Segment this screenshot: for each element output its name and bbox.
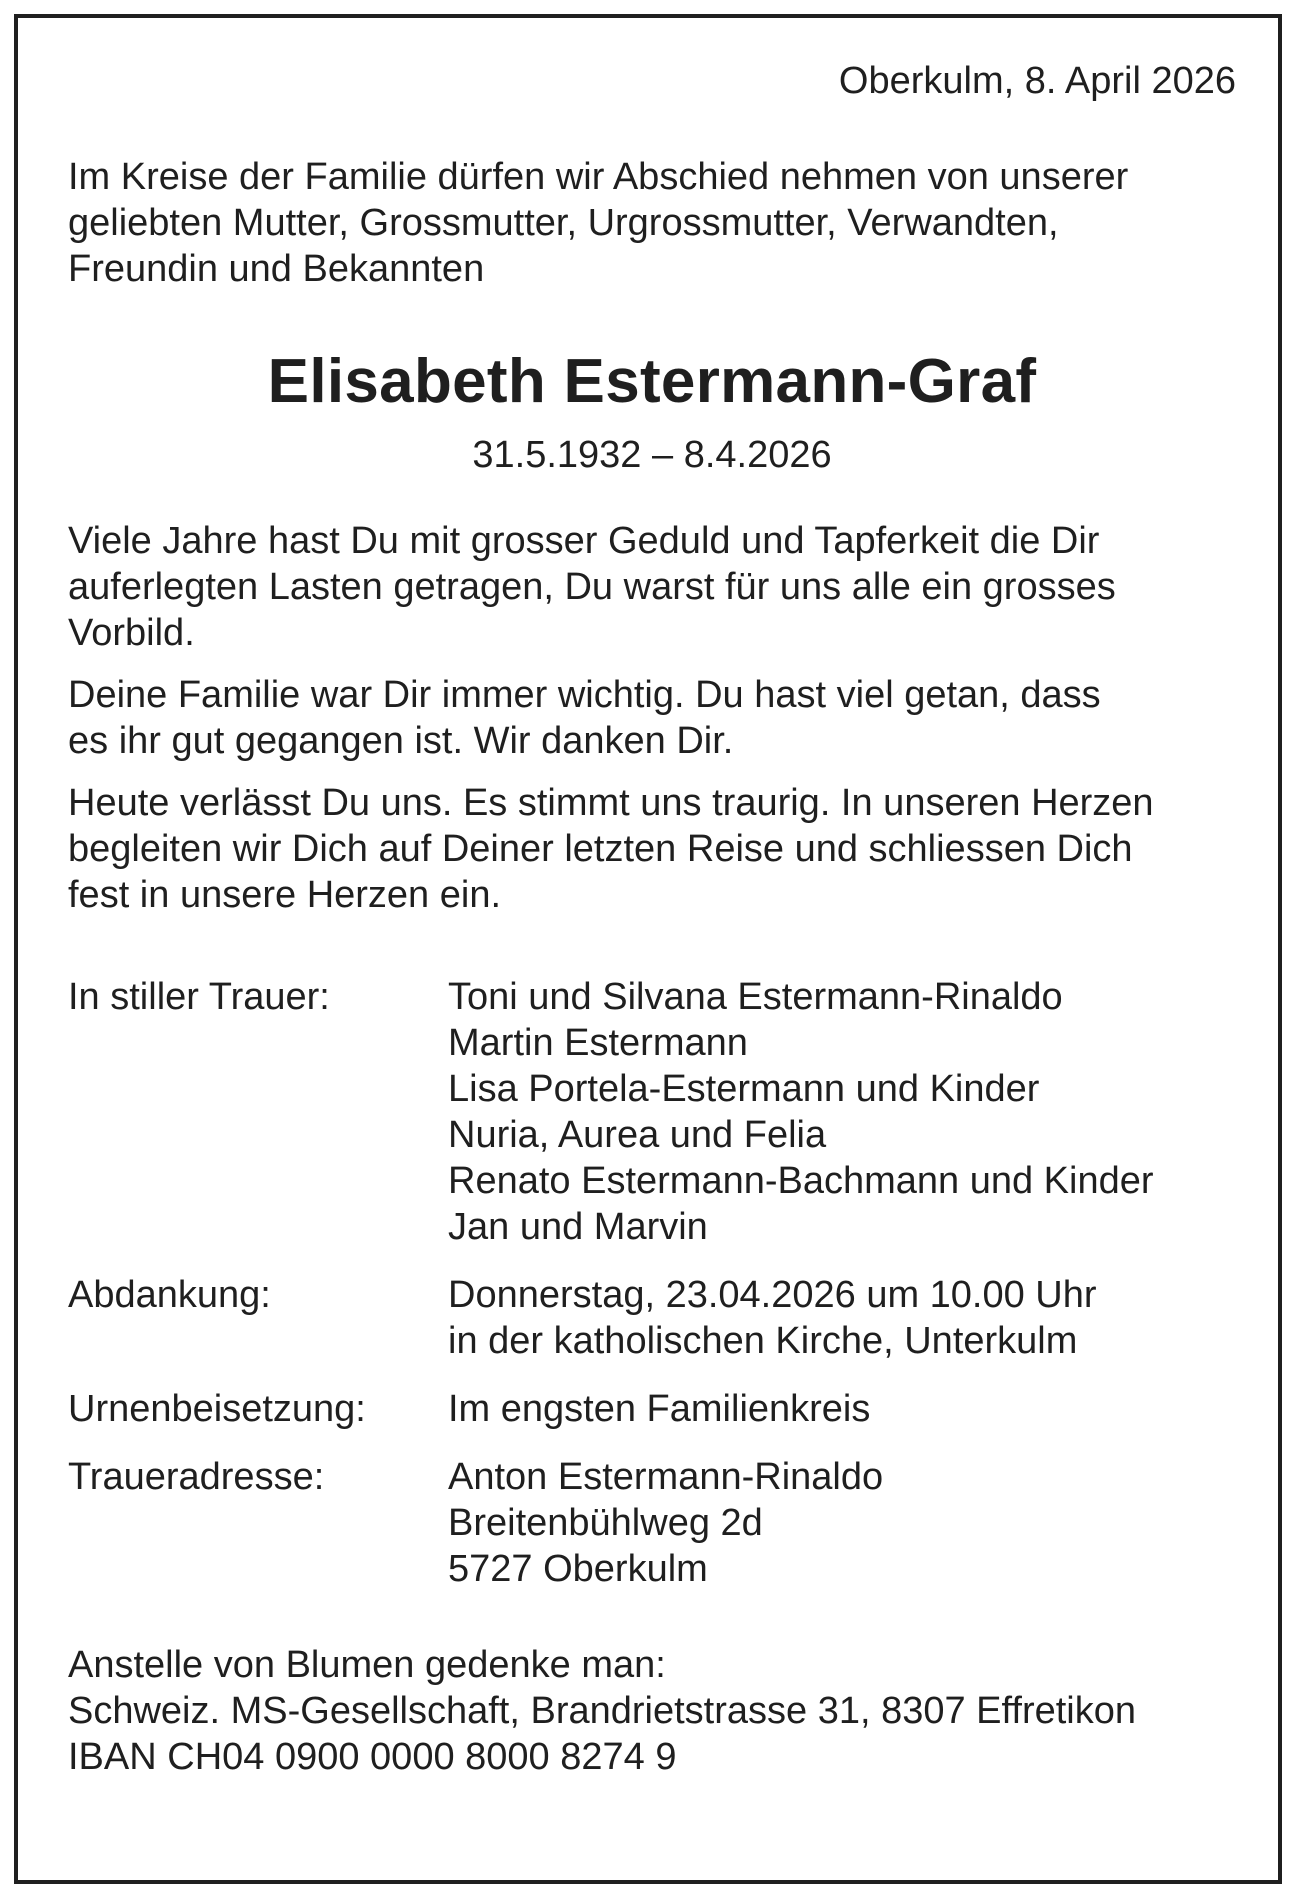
tribute-line: fest in unsere Herzen ein.	[68, 874, 502, 916]
mourning-address	[448, 1454, 1236, 1592]
donation-line: Anstelle von Blumen gedenke man:	[68, 1644, 666, 1686]
mourner-line: Jan und Marvin	[448, 1206, 708, 1248]
tribute-line: Vorbild.	[68, 612, 195, 654]
tribute-paragraph	[68, 518, 1236, 656]
intro-line: geliebten Mutter, Grossmutter, Urgrossmutter, Verwandten,	[68, 202, 1059, 244]
tribute-line: Deine Familie war Dir immer wichtig. Du hast viel getan, dass	[68, 674, 1101, 716]
tribute-line: Viele Jahre hast Du mit grosser Geduld und Tapferkeit die Dir	[68, 520, 1100, 562]
urn-burial-label: Urnenbeisetzung:	[68, 1388, 366, 1430]
tribute-line: es ihr gut gegangen ist. Wir danken Dir.	[68, 720, 734, 762]
funeral-service-line: in der katholischen Kirche, Unterkulm	[448, 1320, 1078, 1362]
intro-line: Im Kreise der Familie dürfen wir Abschied nehmen von unserer	[68, 156, 1129, 198]
details-table	[68, 974, 1236, 1592]
mourner-line: Nuria, Aurea und Felia	[448, 1114, 827, 1156]
mourner-line: Toni und Silvana Estermann-Rinaldo	[448, 976, 1063, 1018]
tribute-paragraph	[68, 672, 1236, 764]
intro-line: Freundin und Bekannten	[68, 248, 485, 290]
address-line: 5727 Oberkulm	[448, 1548, 708, 1590]
mourning-address-row	[68, 1454, 1236, 1592]
funeral-service-label: Abdankung:	[68, 1274, 271, 1316]
lifespan-dates: 31.5.1932 – 8.4.2026	[472, 434, 832, 476]
tribute-line: begleiten wir Dich auf Deiner letzten Reise und schliessen Dich	[68, 828, 1133, 870]
mourner-line: Lisa Portela-Estermann und Kinder	[448, 1068, 1040, 1110]
funeral-service-row	[68, 1272, 1236, 1364]
urn-burial-row	[68, 1386, 1236, 1432]
mourners-list	[448, 974, 1236, 1250]
urn-burial-details	[448, 1386, 1236, 1432]
tribute-line: Heute verlässt Du uns. Es stimmt uns traurig. In unseren Herzen	[68, 782, 1154, 824]
urn-burial-line: Im engsten Familienkreis	[448, 1388, 871, 1430]
donation-line: Schweiz. MS-Gesellschaft, Brandrietstrasse 31, 8307 Effretikon	[68, 1690, 1137, 1732]
tribute-paragraph	[68, 780, 1236, 918]
mourners-label: In stiller Trauer:	[68, 976, 330, 1018]
deceased-name: Elisabeth Estermann-Graf	[267, 347, 1037, 416]
address-line: Breitenbühlweg 2d	[448, 1502, 763, 1544]
intro-text	[68, 154, 1236, 292]
dateline: Oberkulm, 8. April 2026	[838, 60, 1236, 102]
funeral-service-details	[448, 1272, 1236, 1364]
mourner-line: Martin Estermann	[448, 1022, 748, 1064]
address-line: Anton Estermann-Rinaldo	[448, 1456, 884, 1498]
obituary-notice	[68, 58, 1236, 1780]
mourning-address-label: Traueradresse:	[68, 1456, 325, 1498]
mourner-line: Renato Estermann-Bachmann und Kinder	[448, 1160, 1154, 1202]
funeral-service-line: Donnerstag, 23.04.2026 um 10.00 Uhr	[448, 1274, 1097, 1316]
donation-iban: IBAN CH04 0900 0000 8000 8274 9	[68, 1736, 677, 1778]
donation-notice	[68, 1642, 1236, 1780]
mourners-row	[68, 974, 1236, 1250]
tribute-line: auferlegten Lasten getragen, Du warst für uns alle ein grosses	[68, 566, 1116, 608]
